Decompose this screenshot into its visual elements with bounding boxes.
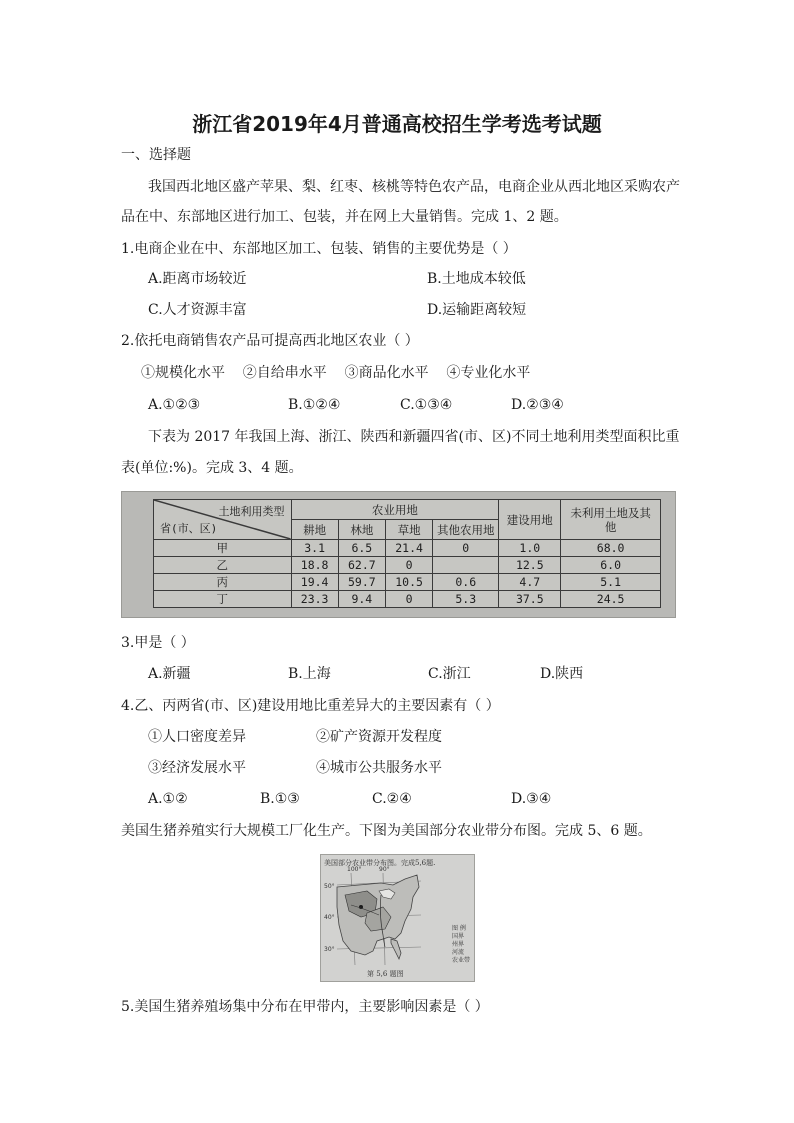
question-2-option-c: C.①③④ bbox=[400, 397, 453, 413]
table-cell: 0 bbox=[385, 557, 432, 574]
table-cell: 0.6 bbox=[433, 574, 499, 591]
intro-paragraph-3: 美国生猪养殖实行大规模工厂化生产。下图为美国部分农业带分布图。完成 5、6 题。 bbox=[121, 823, 652, 839]
table-cell: 5.1 bbox=[561, 574, 661, 591]
page-title: 浙江省2019年4月普通高校招生学考选考试题 bbox=[192, 112, 602, 136]
table-cell: 19.4 bbox=[291, 574, 338, 591]
us-agriculture-belt-map-photo bbox=[320, 854, 475, 982]
table-row bbox=[154, 574, 661, 591]
legend-national-border: 国界 bbox=[451, 933, 464, 940]
table-cell: 1.0 bbox=[499, 540, 561, 557]
legend-agri-belt: 农业带 bbox=[451, 957, 470, 964]
question-4-option-d: D.③④ bbox=[511, 791, 552, 807]
header-forest-land: 林地 bbox=[338, 520, 385, 540]
table-cell: 12.5 bbox=[499, 557, 561, 574]
legend-state-border: 州界 bbox=[451, 941, 464, 948]
question-1-option-c: C.人才资源丰富 bbox=[148, 302, 247, 318]
row-name: 丁 bbox=[154, 591, 292, 608]
question-1-option-b: B.土地成本较低 bbox=[427, 271, 526, 287]
question-4-item-4: ④城市公共服务水平 bbox=[316, 760, 442, 776]
question-1-stem: 1.电商企业在中、东部地区加工、包装、销售的主要优势是（ ） bbox=[121, 241, 517, 257]
table-cell: 24.5 bbox=[561, 591, 661, 608]
land-use-table bbox=[153, 499, 661, 608]
table-cell: 0 bbox=[385, 591, 432, 608]
question-2-option-d: D.②③④ bbox=[511, 397, 564, 413]
map-legend bbox=[452, 925, 470, 965]
table-cell: 37.5 bbox=[499, 591, 561, 608]
corner-bottom-label: 省(市、区) bbox=[160, 522, 218, 535]
table-cell: 59.7 bbox=[338, 574, 385, 591]
question-4-stem: 4.乙、丙两省(市、区)建设用地比重差异大的主要因素有（ ） bbox=[121, 698, 500, 714]
question-3-option-b: B.上海 bbox=[288, 666, 331, 682]
header-cultivated-land: 耕地 bbox=[291, 520, 338, 540]
header-agricultural-land: 农业用地 bbox=[291, 500, 499, 520]
lon-100-label: 100° bbox=[347, 866, 362, 873]
map-caption: 第 5,6 题图 bbox=[367, 970, 404, 978]
question-3-stem: 3.甲是（ ） bbox=[121, 635, 195, 651]
map-title: 美国部分农业带分布图。完成5,6题. bbox=[324, 859, 436, 867]
question-2-stem: 2.依托电商销售农产品可提高西北地区农业（ ） bbox=[121, 333, 419, 349]
header-construction-land: 建设用地 bbox=[499, 500, 561, 540]
question-4-option-b: B.①③ bbox=[260, 791, 300, 807]
row-name: 丙 bbox=[154, 574, 292, 591]
intro-paragraph-2-line2: 表(单位:%)。完成 3、4 题。 bbox=[121, 460, 303, 476]
table-cell: 68.0 bbox=[561, 540, 661, 557]
question-1-option-d: D.运输距离较短 bbox=[427, 302, 527, 318]
question-4-item-3: ③经济发展水平 bbox=[148, 760, 246, 776]
table-cell: 9.4 bbox=[338, 591, 385, 608]
table-cell: 5.3 bbox=[433, 591, 499, 608]
question-3-option-d: D.陕西 bbox=[540, 666, 584, 682]
question-4-item-2: ②矿产资源开发程度 bbox=[316, 729, 442, 745]
lat-30-label: 30° bbox=[324, 946, 335, 953]
corner-top-label: 土地利用类型 bbox=[218, 505, 285, 518]
lat-40-label: 40° bbox=[324, 914, 335, 921]
intro-paragraph-2-line1: 下表为 2017 年我国上海、浙江、陕西和新疆四省(市、区)不同土地利用类型面积比重 bbox=[148, 429, 680, 445]
question-2-option-a: A.①②③ bbox=[148, 397, 201, 413]
table-cell: 62.7 bbox=[338, 557, 385, 574]
table-cell bbox=[433, 557, 499, 574]
question-3-option-a: A.新疆 bbox=[148, 666, 191, 682]
intro-paragraph-1-line2: 品在中、东部地区进行加工、包装，并在网上大量销售。完成 1、2 题。 bbox=[121, 209, 568, 225]
section-heading: 一、选择题 bbox=[121, 147, 191, 163]
table-cell: 21.4 bbox=[385, 540, 432, 557]
question-2-option-b: B.①②④ bbox=[288, 397, 341, 413]
table-cell: 6.0 bbox=[561, 557, 661, 574]
intro-paragraph-1-line1: 我国西北地区盛产苹果、梨、红枣、核桃等特色农产品，电商企业从西北地区采购农产 bbox=[148, 179, 680, 195]
lat-50-label: 50° bbox=[324, 883, 335, 890]
question-4-option-c: C.②④ bbox=[372, 791, 412, 807]
land-use-table-photo bbox=[121, 491, 676, 618]
question-4-item-1: ①人口密度差异 bbox=[148, 729, 246, 745]
table-cell: 0 bbox=[433, 540, 499, 557]
legend-title: 图 例 bbox=[451, 925, 466, 932]
table-cell: 18.8 bbox=[291, 557, 338, 574]
question-3-option-c: C.浙江 bbox=[428, 666, 471, 682]
row-name: 甲 bbox=[154, 540, 292, 557]
question-5-stem: 5.美国生猪养殖场集中分布在甲带内，主要影响因素是（ ） bbox=[121, 999, 489, 1015]
header-other-agri-land: 其他农用地 bbox=[433, 520, 499, 540]
table-row bbox=[154, 591, 661, 608]
question-1-option-a: A.距离市场较近 bbox=[148, 271, 247, 287]
table-cell: 3.1 bbox=[291, 540, 338, 557]
table-corner-header bbox=[154, 500, 292, 540]
table-row bbox=[154, 540, 661, 557]
florida-peninsula bbox=[391, 939, 401, 959]
header-grass-land: 草地 bbox=[385, 520, 432, 540]
header-unused-land: 未利用土地及其他 bbox=[561, 500, 661, 540]
lon-90-label: 90° bbox=[379, 866, 390, 873]
row-name: 乙 bbox=[154, 557, 292, 574]
question-2-items: ①规模化水平 ②自给串水平 ③商品化水平 ④专业化水平 bbox=[141, 365, 531, 381]
table-row bbox=[154, 557, 661, 574]
legend-river: 河流 bbox=[451, 949, 464, 956]
table-cell: 23.3 bbox=[291, 591, 338, 608]
question-4-option-a: A.①② bbox=[148, 791, 188, 807]
table-cell: 10.5 bbox=[385, 574, 432, 591]
table-cell: 6.5 bbox=[338, 540, 385, 557]
table-cell: 4.7 bbox=[499, 574, 561, 591]
